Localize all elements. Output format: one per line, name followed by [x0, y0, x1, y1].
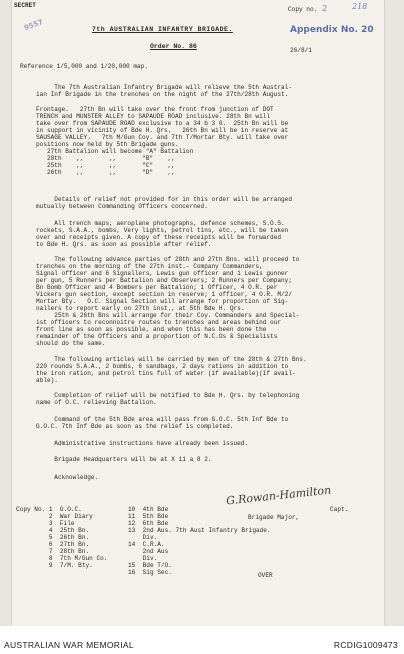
distribution-item: Copy No. 1 G.O.C. [16, 506, 82, 513]
paragraph-advance-parties [36, 256, 376, 347]
order-number: Order No. 86 [150, 43, 197, 50]
paragraph-command [36, 416, 376, 430]
signature-title: Brigade Major, [248, 514, 300, 521]
text-line: TRENCH and MUNSTER ALLEY to SAPAUDE ROAD inclusive. 28th Bn will [36, 113, 271, 120]
distribution-item: 16 Sig Sec. [128, 569, 172, 576]
distribution-item: 5 26th Bn. [16, 534, 90, 541]
footer-institution: AUSTRALIAN WAR MEMORIAL [4, 640, 134, 650]
text-line: Signal officer and 6 Signallers, Lewis gun officer and 1 Lewis gunner [36, 270, 289, 277]
distribution-item: 10 4th Bde [128, 506, 169, 513]
text-line: mutually between Commanding Officers concerned. [36, 203, 208, 210]
text-line: Mortar Bty. O.C. Signal Section will arrange for proportion of Sig- [36, 298, 289, 305]
text-line: Completion of relief will be notified to Bde H. Qrs. by telephoning [36, 392, 300, 399]
text-line: over and receipts given. A copy of these receipts will be forwarded [36, 234, 282, 241]
text-line: 25th & 26th Bns will arrange for their Coy. Commanders and Special- [36, 312, 300, 319]
text-line: 28th ,, ,, "B" ,, [36, 155, 175, 162]
text-line: should do the same. [36, 340, 106, 347]
text-line: name of O.C. relieving Battalion. [36, 399, 157, 406]
over-marker: OVER [258, 572, 273, 579]
paragraph-relief [36, 84, 376, 98]
text-line: ist officers to reconnoitre routes to trenches and areas behind our [36, 319, 282, 326]
text-line: The following advance parties of 28th and 27th Bns. will proceed to [36, 256, 300, 263]
distribution-item: 4 25th Bn. [16, 527, 90, 534]
text-line: positions now held by 5th Brigade guns. [36, 141, 179, 148]
distribution-item: 2nd Aus [128, 548, 169, 555]
brigade-hq-location: Brigade Headquarters will be at X 11 a 8 2. [36, 456, 212, 463]
text-line: per gun, 5 Runners per Battalion and Observers; 2 Runners per Company; [36, 277, 292, 284]
text-line: the iron ration, and petrol tins full of water (if available)(if avail- [36, 370, 296, 377]
text-line: Command of the 5th Bde area will pass from G.O.C. 5th Inf Bde to [36, 416, 289, 423]
distribution-item: 14 C.R.A. [128, 541, 165, 548]
text-line: The following articles will be carried by men of the 28th & 27th Bns. [36, 356, 307, 363]
text-line: Details of relief not provided for in this order will be arranged [36, 196, 292, 203]
distribution-item: 15 Bde T/O. [128, 562, 172, 569]
text-line: rockets, S.A.A., bombs, Very lights, petrol tins, etc., will be taken [36, 227, 289, 234]
admin-instructions: Administrative instructions have already been issued. [36, 440, 249, 447]
stamp-number: 9557 [23, 17, 45, 33]
appendix-stamp: Appendix No. 20 [290, 25, 374, 35]
text-line: 220 rounds S.A.A., 2 bombs, 6 sandbags, 2 days rations in addition to [36, 363, 289, 370]
text-line: remainder of the Officers and a proportion of N.C.Os & Specialists [36, 333, 278, 340]
text-line: SAUSAGE VALLEY. 7th M/Gun Coy. and 7th T/Mortar Bty. will take over [36, 134, 289, 141]
distribution-list-left [16, 506, 107, 569]
distribution-item: Div. [128, 534, 158, 541]
text-line: front line as soon as possible, and when this has been done the [36, 326, 267, 333]
text-line: 27th Battalion will become "A" Battalion [36, 148, 194, 155]
paragraph-details [36, 196, 376, 210]
paragraph-frontage [36, 106, 376, 176]
distribution-item: 13 2nd Aus. 7th Aust Infantry Brigade. [128, 527, 271, 534]
text-line: 26th ,, ,, "D" ,, [36, 169, 175, 176]
text-line: Bn Bomb Officer and 4 Bombers per Battalion; 1 Officer, 4 O.R. per [36, 284, 278, 291]
distribution-item: 3 File [16, 520, 75, 527]
footer-record-id: RCDIG1009473 [333, 640, 398, 650]
distribution-item: 9 7/M. Bty. [16, 562, 93, 569]
copy-number-label: Copy no. [288, 6, 318, 13]
text-line: Vickers gun section, except section in reserve; 1 officer, 4 O.R. M/2/ [36, 291, 292, 298]
text-line: able). [36, 377, 58, 384]
text-line: to Bde H. Qrs. as soon as possible after relief. [36, 241, 212, 248]
distribution-item: 6 27th Bn. [16, 541, 90, 548]
paragraph-completion [36, 392, 376, 406]
acknowledge-line: Acknowledge. [36, 474, 99, 481]
distribution-list-right [128, 506, 271, 576]
secret-label: SECRET [14, 2, 36, 9]
text-line: ian Inf Brigade in the trenches on the night of the 27th/28th August. [36, 91, 289, 98]
distribution-item: 11 5th Bde [128, 513, 169, 520]
handwritten-signature: G.Rowan-Hamilton [225, 483, 332, 508]
text-line: take over from SAPAUDE ROAD exclusive to a 34 b 3 0. 25th Bn will be [36, 120, 289, 127]
text-line: trenches on the morning of the 27th inst.- Company Commanders, [36, 263, 263, 270]
paragraph-articles [36, 356, 376, 384]
text-line: G.O.C. 7th Inf Bde as soon as the relief is completed. [36, 423, 234, 430]
distribution-item: 12 6th Bde [128, 520, 169, 527]
distribution-item: 7 28th Bn. [16, 548, 90, 555]
text-line: All trench maps, aeroplane photographs, defence schemes, S.O.S. [36, 220, 285, 227]
page-number: 218 [352, 2, 368, 11]
unit-heading: 7th AUSTRALIAN INFANTRY BRIGADE. [92, 26, 233, 33]
distribution-item: Div. [128, 555, 158, 562]
text-line: 25th ,, ,, "C" ,, [36, 162, 175, 169]
text-line: nallers to report early on 27th inst., at 5th Bde H. Qrs. [36, 305, 245, 312]
signature-rank: Capt. [330, 506, 349, 513]
archive-footer [0, 626, 404, 654]
copy-number-value: 2 [322, 4, 328, 13]
map-reference: Reference 1/5,000 and 1/20,000 map. [20, 63, 148, 70]
order-date: 26/8/1 [290, 47, 312, 54]
text-line: Frontage. 27th Bn will take over the front from junction of DOT [36, 106, 274, 113]
text-line: in support in vicinity of Bde H. Qrs. 26th Bn will be in reserve at [36, 127, 289, 134]
text-line: The 7th Australian Infantry Brigade will relieve the 5th Austral- [36, 84, 292, 91]
distribution-item: 2 War Diary [16, 513, 93, 520]
paragraph-maps [36, 220, 376, 248]
distribution-item: 8 7th M/Gun Co. [16, 555, 108, 562]
